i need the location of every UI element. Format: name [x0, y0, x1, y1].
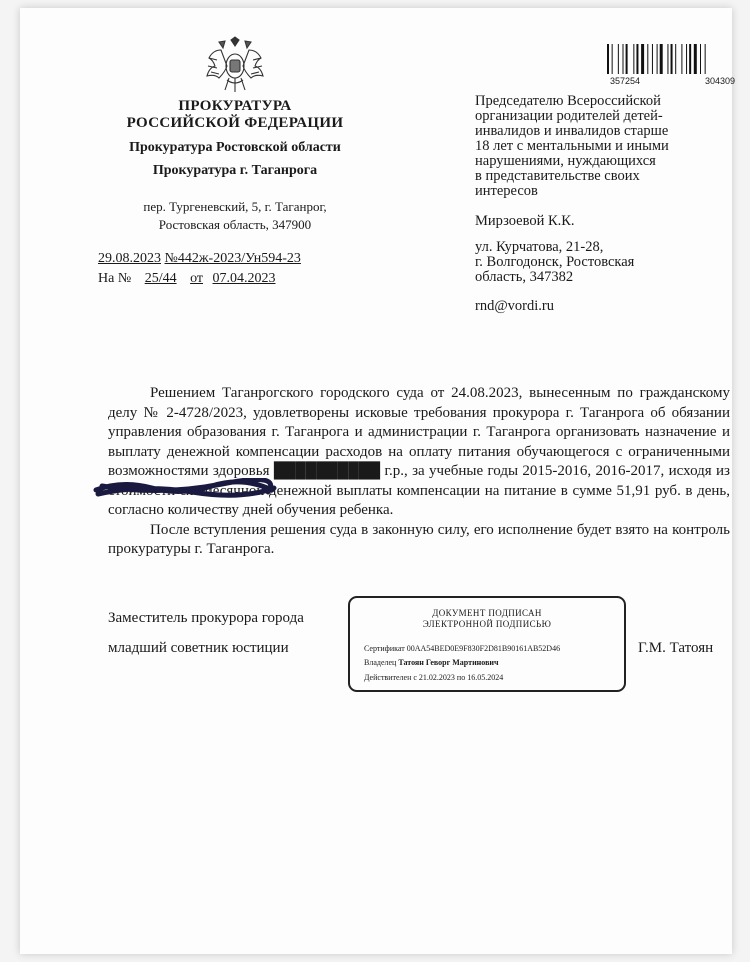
- org-address-line-2: Ростовская область, 347900: [158, 217, 312, 232]
- body-paragraph-2: После вступления решения суда в законную силу, его исполнение будет взято на контроль прокуратуры г. Таганрога.: [108, 521, 730, 557]
- coat-of-arms-icon: [203, 36, 267, 94]
- redaction-scribble: [92, 478, 282, 500]
- stamp-validity: [364, 673, 503, 682]
- barcode-numbers: [610, 76, 735, 86]
- recipient-email: rnd@vordi.ru: [475, 298, 554, 314]
- stamp-owner: [364, 658, 499, 667]
- recipient-line: в представительстве своих: [475, 168, 640, 184]
- recipient-line: 18 лет с ментальными и иными: [475, 138, 669, 154]
- org-line-1: ПРОКУРАТУРА: [178, 98, 292, 114]
- org-address-line-1: пер. Тургеневский, 5, г. Таганрог,: [143, 199, 327, 214]
- signer-name: Г.М. Татоян: [638, 640, 714, 656]
- stamp-certificate: [364, 644, 560, 653]
- reg-date: 29.08.2023: [98, 251, 161, 266]
- barcode-icon: [607, 44, 735, 74]
- stamp-owner-value: Татоян Геворг Мартинович: [398, 658, 499, 667]
- stamp-owner-label: Владелец: [364, 658, 397, 667]
- recipient-name: Мирзоевой К.К.: [475, 213, 575, 229]
- letter-body: [108, 384, 730, 560]
- recipient-block: [475, 94, 715, 199]
- reference-line: [98, 271, 284, 287]
- recipient-line: нарушениями, нуждающихся: [475, 153, 656, 169]
- stamp-valid-label: Действителен: [364, 673, 412, 682]
- electronic-signature-stamp: [348, 596, 626, 692]
- stamp-cert-label: Сертификат: [364, 644, 405, 653]
- stamp-cert-value: 00AA54BED0E9F830F2D81B90161AB52D46: [406, 644, 561, 653]
- recipient-line: инвалидов и инвалидов старше: [475, 123, 669, 139]
- ref-from: от: [190, 271, 204, 286]
- registration-line: [98, 251, 301, 267]
- signer-title-line-2: младший советник юстиции: [108, 640, 289, 656]
- stamp-valid-value: с 21.02.2023 по 16.05.2024: [413, 673, 504, 682]
- barcode-right-number: 304309: [704, 76, 735, 86]
- recipient-address-line: область, 347382: [475, 269, 574, 285]
- stamp-heading-2: ЭЛЕКТРОННОЙ ПОДПИСЬЮ: [422, 619, 552, 629]
- recipient-line: интересов: [475, 183, 538, 199]
- org-city: Прокуратура г. Таганрога: [152, 163, 318, 178]
- ref-prefix: На №: [98, 271, 132, 286]
- recipient-address: [475, 240, 715, 285]
- ref-number: 25/44: [144, 271, 177, 286]
- ref-date: 07.04.2023: [212, 271, 276, 286]
- document-page: [20, 8, 735, 954]
- recipient-address-line: г. Волгодонск, Ростовская: [475, 254, 635, 270]
- barcode-left-number: 357254: [610, 76, 641, 86]
- stamp-heading-1: ДОКУМЕНТ ПОДПИСАН: [432, 608, 542, 618]
- org-address: [80, 198, 390, 234]
- org-line-2: РОССИЙСКОЙ ФЕДЕРАЦИИ: [126, 115, 344, 131]
- recipient-line: Председателю Всероссийской: [475, 93, 661, 109]
- reg-number: №442ж-2023/Ун594-23: [164, 251, 301, 266]
- org-name: [80, 98, 390, 132]
- signer-title-line-1: Заместитель прокурора города: [108, 610, 304, 626]
- org-region: Прокуратура Ростовской области: [129, 140, 341, 155]
- body-paragraph-1: Решением Таганрогского городского суда от 24.08.2023, вынесенным по гражданскому делу № 2-4728/2023, удовлетворены исковые требования прокурора г. Таганрога об обязании управления образования г. Таганрога и администрации г. Таганрога организовать назначение и выплату денежной компенсации расходов на оплату питания обучающегося с ограниченными возможностями здоровья ██████████ г.р., за учебные годы 2015-2016, 2016-2017, исходя из стоимости ежемесячной денежной выплаты компенсации на питание в сумме 51,91 руб. в день, согласно количеству дней обучения ребенка.: [108, 385, 730, 518]
- recipient-line: организации родителей детей-: [475, 108, 663, 124]
- recipient-address-line: ул. Курчатова, 21-28,: [475, 239, 604, 255]
